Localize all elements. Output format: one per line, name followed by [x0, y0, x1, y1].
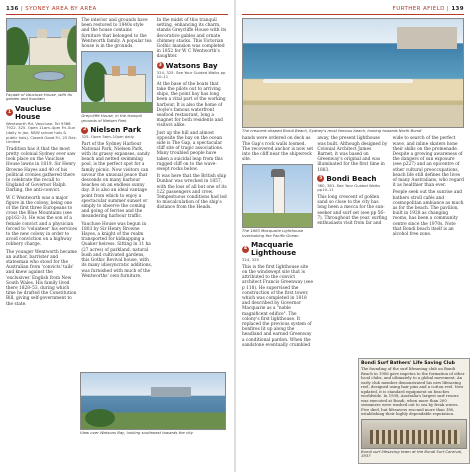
watsons-text-cont: hands were ordered on deck as The Gap's rock walls loomed. The recovered anchor is now set into the cliff near the shipwreck site.	[242, 136, 314, 163]
bondi-text-cont: wide to search of the perfect wave, and inline skaters hone their skills on the promenade. Despite a growing awareness of the dangers of sun exposure (see p227) and an epicentre of other cultural preoccupations, beach life still defines the lives of many Australians, who regard it as healthier than ever.	[392, 136, 464, 189]
bondi-beach-photo	[242, 18, 464, 128]
photo-caption-4: The crescent-shaped Bondi Beach, Sydney's most famous beach, looking towards North Bondi	[242, 128, 422, 133]
page-number-right: 139	[451, 6, 464, 12]
nielsen-info: 325. Open 5am–10pm daily.	[81, 134, 135, 140]
left-column-2	[81, 18, 152, 309]
vaucluse-heading: 1 Vaucluse House	[7, 103, 52, 121]
bondi-text: This long crescent of golden sand so close to the city has long been a mecca for the sun-seeker and surf set (see pp 56–7). Throughout the year, surfing enthusiasts visit from far and	[317, 195, 388, 227]
page-number-left: 136	[6, 6, 19, 12]
lifesaving-team-photo	[361, 419, 467, 449]
right-column-3	[393, 136, 464, 350]
macquarie-info: 324, 325	[242, 257, 259, 263]
bondi-text-cont-2: People seek out the sunrise and bathers stroll cafés and cosmopolitan ambiance as much as for the beach. The pavilion, built in 1928 as changing rooms, has been a community centre since the 1970s. Note that Bondi beach itself is an alcohol free zone.	[392, 190, 464, 238]
bondi-heading: 5 Bondi Beach	[319, 173, 377, 183]
watsons-bay-photo-block	[80, 372, 226, 438]
section-title-right: FURTHER AFIELD	[392, 6, 445, 12]
right-column-1	[242, 136, 313, 350]
section-title-left: SYDNEY AREA BY AREA	[25, 6, 97, 12]
left-page	[0, 0, 232, 472]
section-number-badge-3: 3	[158, 62, 162, 68]
watsons-bay-photo	[80, 372, 226, 430]
photo-caption-6: Bondi surf lifesaving team at the Bondi Surf Carnival, 1937	[361, 448, 463, 458]
photo-caption-2: Greycliffe House, in the tranquil grounds of Nielsen Park	[81, 113, 143, 123]
vaucluse-info: Wentworth Rd, Vaucluse. Tel 9388 7922. 325. Open 11am–4pm Fri–Sun (daily in Jan, NSW school hols & public hols). Closed Good Fri, 25 Dec. Limited	[6, 120, 77, 145]
macquarie-heading: 4 Macquarie Lighthouse	[243, 240, 297, 258]
vaucluse-text-4: Vaucluse House was begun in 1803 by Sir Henry Browne Hayes, a knight of the realm transported for kidnapping a Quaker heiress. Sitting in 11 ha (27 acres) of parkland, natural bush and cultivated gardens, this Gothic Revival house, with its many idiosyncratic additions, was furnished with much of the Wentworths' own furniture.	[81, 221, 153, 279]
vaucluse-house-photo	[6, 18, 77, 92]
photo-caption-5: The 1883 Macquarie Lighthouse overlooking the Pacific Ocean	[242, 228, 304, 238]
macquarie-text: This is the first lighthouse site on the windswept site that is attributed to the convict architect Francis Greenway (see p 118). He supervised the construction of the first tower, which was completed in 1818 and described by Governor Macquarie as a "noble magnificent edifice". The colony's first lighthouse. It replaced the previous system of bonfires lit up along the headland and earned Greenway a conditional pardon. When the sandstone eventually crumbled	[242, 264, 313, 348]
bondi-info: 380, 381. See Your Guided Walks pp10–11	[317, 182, 381, 193]
vaucluse-text-2: W C Wentworth was a major figure in the colony, being one of the first three Europeans to cross the Blue Mountains (see pp162–3). He was the son of a female convict and a physician forced to 'volunteer' his services to the new colony in order to avoid conviction on a highway robbery charge.	[6, 195, 77, 248]
watsons-text-2: Just up the hill and almost opposite the bay on the ocean side is The Gap, a spectacular cliff site of tragic associations. Many troubled people have taken a suicidal leap from this rugged cliff on to the wave-swept rocks below.	[156, 130, 224, 173]
lifesaving-club-box	[358, 358, 470, 464]
macquarie-lighthouse-photo	[242, 164, 313, 228]
greycliffe-house-photo	[81, 51, 152, 113]
box-title: Bondi Surf Bathers' Life Saving Club	[361, 361, 455, 366]
section-number-badge: 1	[7, 109, 12, 115]
photo-caption: Façade of Vaucluse House, with its garden and fountain	[6, 92, 72, 102]
section-number-badge-5: 5	[319, 175, 323, 181]
watsons-text: At the base of the boats that take the pilots out to arriving ships, the point bay has long been a vital part of the working harbour. It is also the home of Doyle's famous waterfront seafood restaurant, long a magnet for both residents and visitors alike.	[156, 81, 226, 129]
nielsen-text-2: In the midst of this tranquil setting, enhancing its charm, stands Greycliffe House with its decorative gables and ornate chimney stacks. This Victorian Gothic mansion was completed in 1852 for W C Wentworth's daughter.	[156, 18, 227, 60]
left-column-1	[6, 18, 77, 309]
running-header-right: FURTHER AFIELD | 139	[242, 4, 464, 15]
left-column-3	[157, 18, 228, 309]
running-header-left: 136 | SYDNEY AREA BY AREA	[6, 4, 228, 15]
watsons-info: 324, 325. See Your Guided Walks pp 10–11	[156, 69, 226, 80]
vaucluse-text-3: The younger Wentworth became an author, barrister and statesman who stood for the Australian from 'convicts' tails' and knew against the 'exclusives' English from New South Wales. His family lived there 1828–53, during which time he drafted the Constitution Bill, giving self-government to the state.	[6, 249, 77, 307]
vaucluse-text-5: The interior and grounds have been restored to 1840s style and the house contains furniture that belonged to the Wentworth family. A popular tea house is in the grounds.	[81, 18, 152, 50]
photo-caption-3: View over Watsons Bay, looking southwest towards the city	[80, 430, 193, 435]
nielsen-heading: 2 Nielsen Park	[83, 125, 142, 135]
nielsen-text: Part of the Sydney Harbour National Park, Nielsen Park, with its grassy expanses, sandy beach and netted swimming pool, is the perfect spot for a family picnic. Now visitors can savour the unusual peace that descends on many harbour beaches on an endless sunny day. It is also an ideal vantage point from which to enjoy a spectacular summer sunset or simply to observe the coming and going of ferries and the meandering harbour traffic.	[81, 141, 150, 220]
right-page	[238, 0, 470, 472]
right-column-2	[317, 136, 388, 350]
watsons-text-3: It was here that the British ship Dunbar was wrecked in 1857, with the loss of all but one of its 122 passengers and crew. Tempestuous conditions had led to miscalculation of the ship's distance from the Heads.	[156, 174, 227, 211]
watsons-heading: 3 Watsons Bay	[158, 60, 218, 70]
page-gutter	[234, 0, 236, 472]
section-number-badge-4: 4	[243, 246, 248, 252]
macquarie-text-cont: away, the present lighthouse was built. Although designed by Colonial Architect James Barnet, it was based on Greenway's original and was illuminated for the first time in 1883.	[317, 136, 388, 173]
box-text: The founding of the surf lifesaving club on Bondi Beach in 1906 gave impetus to the formation of other local clubs, and ultimately to a global movement. An early club member demonstrated his new lifesaving reel, designed using hair pins and a cotton reel. Now updated, it is standard equipment on beaches worldwide. In 1938, Australia's largest surf rescue was executed at Bondi, when more than 200 swimmers were washed out to sea by freak waves. Five died, but lifesavers rescued more than 180, establishing their highly dependable reputation.	[361, 366, 465, 416]
vaucluse-text-1: Tradition has it that the most pretty colonial Sydney ever saw took place on the Vaucluse House lawns in 1819. Sir Henry Browne Hayes and 40 of his political cronies gathered there to celebrate the recall to England of Governor Ralph Darling, the anti-convict.	[6, 146, 76, 194]
section-number-badge-2: 2	[83, 127, 87, 133]
